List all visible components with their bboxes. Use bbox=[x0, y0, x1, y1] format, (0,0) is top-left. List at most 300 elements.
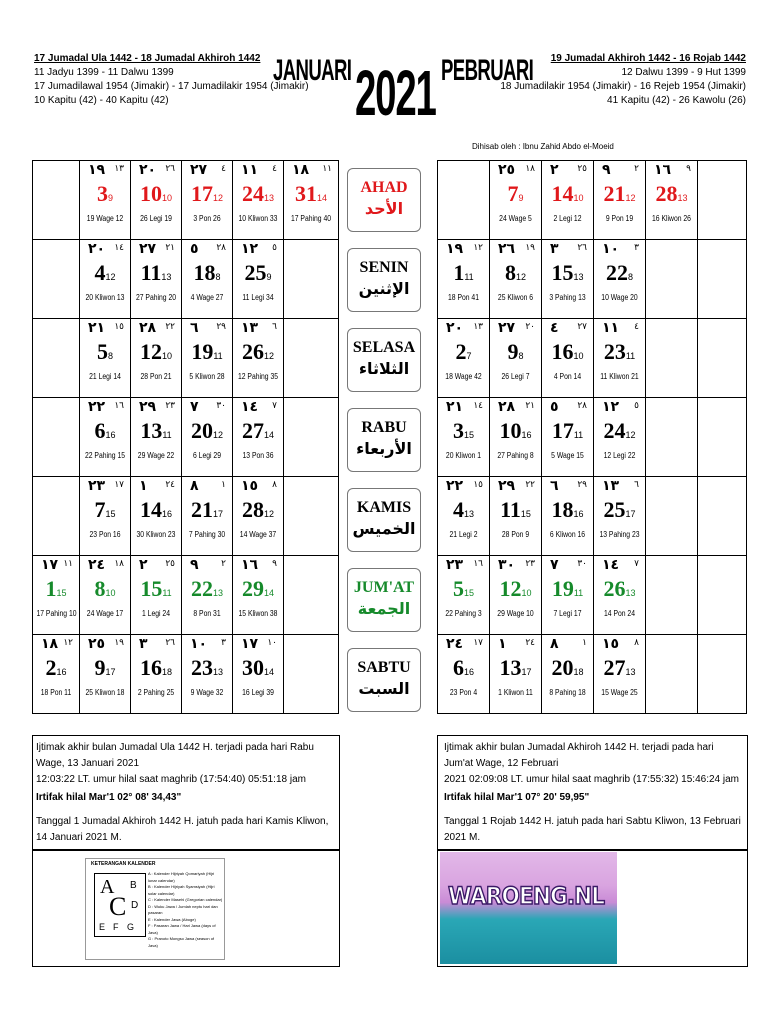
empty-cell bbox=[646, 477, 698, 556]
empty-cell bbox=[698, 398, 747, 477]
date-cell bbox=[594, 240, 646, 319]
hijri-day: ٤ bbox=[550, 320, 559, 336]
day-name-latin: KAMIS bbox=[356, 499, 412, 516]
hijri-solar-day: ١٥ bbox=[114, 322, 124, 332]
hijri-day: ٦ bbox=[550, 478, 559, 494]
hijri-solar-day: ١٧ bbox=[473, 638, 483, 648]
gregorian-day: 22 bbox=[605, 260, 628, 285]
mongso-range-right: 41 Kapitu (42) - 26 Kawolu (26) bbox=[607, 95, 746, 106]
gregorian-day: 12 bbox=[499, 576, 522, 601]
credit: Dihisab oleh : Ibnu Zahid Abdo el-Moeid bbox=[472, 142, 614, 151]
day-name-arabic: الأربعاء bbox=[356, 439, 412, 458]
pasaran-mongso: 24 Wage 17 bbox=[86, 609, 124, 618]
wuku-neptu: 13 bbox=[625, 667, 636, 677]
gregorian-day: 13 bbox=[499, 655, 522, 680]
hijri-day: ١ bbox=[498, 636, 507, 652]
year-title: 2021 bbox=[355, 57, 436, 129]
note-right-line3: Irtifak hilal Mar'1 07° 20' 59,95" bbox=[444, 792, 590, 803]
wuku-neptu: 12 bbox=[515, 272, 526, 282]
hijri-solar-day: ٢٧ bbox=[577, 322, 587, 332]
wuku-neptu: 14 bbox=[316, 193, 327, 203]
date-cell bbox=[542, 240, 594, 319]
hijri-solar-day: ٢١ bbox=[525, 401, 535, 411]
hijri-day: ٢ bbox=[139, 557, 148, 573]
gregorian-day: 10 bbox=[139, 181, 162, 206]
wuku-neptu: 12 bbox=[105, 272, 116, 282]
legend-item: A : Kalender Hijriyah Qomariyah (Hijri lunar calendar) bbox=[148, 871, 215, 883]
pasaran-mongso: 29 Wage 22 bbox=[137, 451, 175, 460]
date-cell bbox=[131, 398, 182, 477]
pasaran-mongso: 14 Wage 37 bbox=[239, 530, 277, 539]
hijri-day: ١٦ bbox=[241, 557, 259, 573]
wuku-neptu: 16 bbox=[161, 509, 172, 519]
hijri-solar-day: ٢٦ bbox=[577, 243, 587, 253]
month-title-right: PEBRUARI bbox=[441, 54, 534, 87]
hijri-solar-day: ٢٥ bbox=[165, 559, 175, 569]
hijri-solar-day: ٢٨ bbox=[577, 401, 587, 411]
empty-cell bbox=[33, 319, 80, 398]
hijri-day: ٣ bbox=[139, 636, 148, 652]
wuku-neptu: 18 bbox=[161, 667, 172, 677]
hijri-solar-day: ٢٤ bbox=[165, 480, 175, 490]
hijri-solar-day: ٢٦ bbox=[165, 638, 175, 648]
wuku-neptu: 10 bbox=[105, 588, 116, 598]
gregorian-day: 16 bbox=[551, 339, 574, 364]
hijri-solar-day: ٧ bbox=[634, 559, 639, 569]
date-cell bbox=[594, 398, 646, 477]
wuku-neptu: 16 bbox=[463, 667, 474, 677]
date-cell bbox=[80, 319, 131, 398]
date-cell bbox=[182, 635, 233, 714]
hijri-day: ١٦ bbox=[654, 162, 672, 178]
date-cell bbox=[438, 240, 490, 319]
wuku-neptu: 14 bbox=[263, 588, 274, 598]
date-cell bbox=[80, 635, 131, 714]
week-row bbox=[33, 240, 339, 319]
wuku-neptu: 13 bbox=[212, 588, 223, 598]
hijri-range-left: 17 Jumadal Ula 1442 - 18 Jumadal Akhiroh 1442 bbox=[34, 53, 261, 64]
day-name-arabic: السبت bbox=[358, 679, 410, 698]
day-name-box bbox=[347, 168, 421, 232]
week-row bbox=[438, 556, 747, 635]
wuku-neptu: 8 bbox=[215, 272, 221, 282]
hijri-solar-range-right: 12 Dalwu 1399 - 9 Hut 1399 bbox=[621, 67, 746, 78]
wuku-neptu: 10 bbox=[573, 193, 584, 203]
legend-item: D : Wuku Jawa / Jumlah neptu hari dan pasaran bbox=[148, 903, 218, 915]
gregorian-day: 9 bbox=[507, 339, 519, 364]
wuku-neptu: 9 bbox=[107, 193, 113, 203]
wuku-neptu: 11 bbox=[464, 272, 474, 282]
pasaran-mongso: 21 Legi 14 bbox=[89, 372, 121, 381]
wuku-neptu: 17 bbox=[625, 509, 636, 519]
january-grid bbox=[32, 160, 339, 714]
wuku-neptu: 13 bbox=[212, 667, 223, 677]
empty-cell bbox=[698, 319, 747, 398]
pasaran-mongso: 15 Wage 25 bbox=[601, 688, 638, 697]
hijri-solar-day: ١٦ bbox=[114, 401, 124, 411]
javanese-range-right: 18 Jumadilakir 1954 (Jimakir) - 16 Rejeb 1954 (Jimakir) bbox=[500, 81, 746, 92]
hijri-day: ٢٩ bbox=[498, 478, 516, 494]
date-cell bbox=[33, 556, 80, 635]
date-cell bbox=[284, 161, 339, 240]
header-right bbox=[500, 52, 746, 108]
hijri-solar-day: ١٦ bbox=[473, 559, 483, 569]
logo-box bbox=[437, 849, 748, 967]
pasaran-mongso: 10 Kliwon 33 bbox=[238, 214, 278, 223]
hijri-day: ٢ bbox=[550, 162, 559, 178]
hijri-day: ١٥ bbox=[241, 478, 259, 494]
hijri-solar-range-left: 11 Jadyu 1399 - 11 Dalwu 1399 bbox=[34, 67, 174, 78]
hijri-day: ٢٧ bbox=[190, 162, 208, 178]
hijri-day: ٢٢ bbox=[88, 399, 106, 415]
day-name-box bbox=[347, 488, 421, 552]
day-name-arabic: الثلاثاء bbox=[358, 359, 410, 378]
wuku-neptu: 11 bbox=[162, 588, 172, 598]
date-cell bbox=[80, 240, 131, 319]
wuku-neptu: 13 bbox=[161, 272, 172, 282]
gregorian-day: 12 bbox=[139, 339, 162, 364]
gregorian-day: 8 bbox=[504, 260, 516, 285]
wuku-neptu: 7 bbox=[466, 351, 472, 361]
empty-cell bbox=[33, 477, 80, 556]
legend-E: E bbox=[99, 922, 106, 932]
gregorian-day: 19 bbox=[551, 576, 574, 601]
hijri-day: ١٧ bbox=[41, 557, 59, 573]
pasaran-mongso: 5 Wage 15 bbox=[551, 451, 584, 460]
hijri-solar-day: ١٤ bbox=[473, 401, 483, 411]
hijri-solar-day: ١٣ bbox=[473, 322, 483, 332]
pasaran-mongso: 25 Kliwon 18 bbox=[85, 688, 125, 697]
wuku-neptu: 11 bbox=[625, 351, 636, 361]
pasaran-mongso: 6 Kliwon 16 bbox=[549, 530, 586, 539]
date-cell bbox=[542, 477, 594, 556]
legend-D: D bbox=[131, 900, 139, 911]
hijri-day: ٢٤ bbox=[446, 636, 464, 652]
pasaran-mongso: 17 Pahing 40 bbox=[290, 214, 332, 223]
legend-A: A bbox=[100, 876, 115, 898]
gregorian-day: 28 bbox=[241, 497, 264, 522]
hijri-day: ١٢ bbox=[602, 399, 620, 415]
date-cell bbox=[490, 635, 542, 714]
hijri-day: ٢٥ bbox=[88, 636, 106, 652]
date-cell bbox=[233, 556, 284, 635]
hijri-solar-day: ١١ bbox=[63, 559, 73, 569]
header-left bbox=[34, 52, 309, 108]
hijri-day: ١٤ bbox=[241, 399, 259, 415]
pasaran-mongso: 14 Pon 24 bbox=[603, 609, 635, 618]
week-row bbox=[438, 240, 747, 319]
wuku-neptu: 11 bbox=[573, 430, 584, 440]
day-name-latin: JUM'AT bbox=[353, 579, 415, 596]
empty-cell bbox=[698, 556, 747, 635]
gregorian-day: 6 bbox=[94, 418, 106, 443]
note-box-right bbox=[437, 735, 748, 851]
hijri-solar-day: ٢٩ bbox=[216, 322, 226, 332]
date-cell bbox=[80, 556, 131, 635]
hijri-day: ٦ bbox=[190, 320, 199, 336]
date-cell bbox=[438, 635, 490, 714]
date-cell bbox=[542, 635, 594, 714]
hijri-solar-day: ١٩ bbox=[525, 243, 535, 253]
wuku-neptu: 8 bbox=[627, 272, 633, 282]
date-cell bbox=[490, 556, 542, 635]
hijri-day: ١٨ bbox=[41, 636, 59, 652]
hijri-day: ٢٣ bbox=[446, 557, 464, 573]
gregorian-day: 22 bbox=[190, 576, 213, 601]
wuku-neptu: 16 bbox=[573, 509, 584, 519]
empty-cell bbox=[646, 319, 698, 398]
hijri-solar-day: ٤ bbox=[634, 322, 639, 332]
hijri-day: ١٨ bbox=[292, 162, 310, 178]
wuku-neptu: 13 bbox=[263, 193, 274, 203]
hijri-day: ٢٤ bbox=[88, 557, 106, 573]
gregorian-day: 26 bbox=[241, 339, 264, 364]
note-left-line1: Ijtimak akhir bulan Jumadal Ula 1442 H. terjadi pada hari Rabu Wage, 13 Januari 2021 bbox=[36, 742, 314, 769]
hijri-solar-day: ٢٥ bbox=[577, 164, 587, 174]
hijri-day: ١١ bbox=[241, 162, 259, 178]
hijri-day: ٢٠ bbox=[139, 162, 157, 178]
hijri-solar-day: ٦ bbox=[272, 322, 277, 332]
date-cell bbox=[182, 477, 233, 556]
gregorian-day: 4 bbox=[452, 497, 464, 522]
hijri-day: ٢٨ bbox=[139, 320, 157, 336]
hijri-day: ٢٦ bbox=[498, 241, 516, 257]
hijri-solar-day: ٢٣ bbox=[525, 559, 535, 569]
wuku-neptu: 15 bbox=[463, 430, 474, 440]
pasaran-mongso: 2 Legi 12 bbox=[553, 214, 582, 223]
hijri-day: ٢٠ bbox=[446, 320, 464, 336]
hijri-day: ١٣ bbox=[602, 478, 620, 494]
wuku-neptu: 11 bbox=[162, 430, 172, 440]
hijri-solar-day: ٣٠ bbox=[216, 401, 226, 411]
hijri-solar-day: ٢٢ bbox=[165, 322, 175, 332]
hijri-day: ٢٧ bbox=[139, 241, 157, 257]
february-grid bbox=[437, 160, 747, 714]
gregorian-day: 18 bbox=[193, 260, 216, 285]
date-cell bbox=[182, 398, 233, 477]
gregorian-day: 24 bbox=[241, 181, 264, 206]
hijri-day: ٢٨ bbox=[498, 399, 516, 415]
week-row bbox=[438, 477, 747, 556]
wuku-neptu: 14 bbox=[263, 430, 274, 440]
date-cell bbox=[594, 556, 646, 635]
pasaran-mongso: 16 Legi 39 bbox=[242, 688, 274, 697]
hijri-solar-day: ٣ bbox=[634, 243, 639, 253]
day-name-box bbox=[347, 568, 421, 632]
pasaran-mongso: 12 Pahing 35 bbox=[237, 372, 279, 381]
gregorian-day: 14 bbox=[551, 181, 574, 206]
hijri-solar-day: ٣ bbox=[221, 638, 226, 648]
pasaran-mongso: 1 Kliwon 11 bbox=[498, 688, 533, 697]
gregorian-day: 11 bbox=[140, 260, 162, 285]
week-row bbox=[33, 635, 339, 714]
gregorian-day: 20 bbox=[190, 418, 213, 443]
hijri-solar-day: ١٢ bbox=[473, 243, 483, 253]
date-cell bbox=[438, 398, 490, 477]
empty-cell bbox=[284, 556, 339, 635]
hijri-solar-day: ١٨ bbox=[114, 559, 124, 569]
empty-cell bbox=[698, 240, 747, 319]
empty-cell bbox=[646, 635, 698, 714]
hijri-range-right: 19 Jumadal Akhiroh 1442 - 16 Rojab 1442 bbox=[550, 53, 746, 64]
pasaran-mongso: 13 Pahing 23 bbox=[599, 530, 640, 539]
gregorian-day: 23 bbox=[190, 655, 213, 680]
pasaran-mongso: 28 Pon 9 bbox=[501, 530, 530, 539]
empty-cell bbox=[698, 635, 747, 714]
wuku-neptu: 17 bbox=[212, 509, 223, 519]
gregorian-day: 15 bbox=[140, 576, 163, 601]
legend-item: B : Kalender Hijriyah Syamsiyah (Hijri solar calendar) bbox=[148, 884, 215, 896]
mongso-range-left: 10 Kapitu (42) - 40 Kapitu (42) bbox=[34, 95, 169, 106]
legend-items bbox=[148, 871, 224, 949]
hijri-day: ٢٩ bbox=[139, 399, 157, 415]
empty-cell bbox=[33, 240, 80, 319]
hijri-day: ٢٧ bbox=[498, 320, 516, 336]
hijri-day: ٨ bbox=[550, 636, 559, 652]
hijri-solar-day: ٢١ bbox=[165, 243, 175, 253]
hijri-solar-day: ٣٠ bbox=[577, 559, 587, 569]
week-row bbox=[33, 398, 339, 477]
date-cell bbox=[182, 240, 233, 319]
note-right-line1: Ijtimak akhir bulan Jumadal Akhiroh 1442 H. terjadi pada hari Jum'at Wage, 12 Februari bbox=[444, 742, 714, 769]
wuku-neptu: 13 bbox=[677, 193, 688, 203]
hijri-solar-day: ١٤ bbox=[114, 243, 124, 253]
hijri-day: ٧ bbox=[190, 399, 199, 415]
hijri-solar-day: ١ bbox=[221, 480, 226, 490]
gregorian-day: 29 bbox=[241, 576, 264, 601]
pasaran-mongso: 23 Pon 16 bbox=[89, 530, 121, 539]
date-cell bbox=[490, 240, 542, 319]
hijri-day: ١ bbox=[139, 478, 148, 494]
hijri-day: ٥ bbox=[190, 241, 199, 257]
gregorian-day: 15 bbox=[551, 260, 574, 285]
day-name-arabic: الخميس bbox=[352, 519, 416, 538]
week-row bbox=[33, 556, 339, 635]
date-cell bbox=[233, 398, 284, 477]
hijri-day: ١٢ bbox=[241, 241, 259, 257]
week-row bbox=[33, 319, 339, 398]
hijri-solar-day: ٢٤ bbox=[525, 638, 535, 648]
pasaran-mongso: 7 Pahing 30 bbox=[188, 530, 226, 539]
date-cell bbox=[490, 161, 542, 240]
hijri-day: ١٥ bbox=[602, 636, 620, 652]
gregorian-day: 27 bbox=[241, 418, 264, 443]
pasaran-mongso: 4 Pon 14 bbox=[553, 372, 582, 381]
hijri-solar-day: ١١ bbox=[322, 164, 332, 174]
hijri-day: ٢٥ bbox=[498, 162, 516, 178]
date-cell bbox=[182, 319, 233, 398]
hijri-day: ٩ bbox=[602, 162, 611, 178]
wuku-neptu: 17 bbox=[105, 667, 116, 677]
date-cell bbox=[131, 477, 182, 556]
gregorian-day: 1 bbox=[45, 576, 57, 601]
wuku-neptu: 9 bbox=[266, 272, 272, 282]
wuku-neptu: 12 bbox=[212, 193, 223, 203]
gregorian-day: 17 bbox=[551, 418, 574, 443]
empty-cell bbox=[284, 398, 339, 477]
week-row bbox=[33, 161, 339, 240]
wuku-neptu: 12 bbox=[212, 430, 223, 440]
week-row bbox=[33, 477, 339, 556]
date-cell bbox=[33, 635, 80, 714]
empty-cell bbox=[646, 240, 698, 319]
gregorian-day: 5 bbox=[96, 339, 108, 364]
gregorian-day: 27 bbox=[603, 655, 626, 680]
hijri-solar-day: ١٧ bbox=[114, 480, 124, 490]
hijri-solar-day: ٩ bbox=[686, 164, 691, 174]
wuku-neptu: 16 bbox=[521, 430, 532, 440]
wuku-neptu: 16 bbox=[105, 430, 116, 440]
pasaran-mongso: 23 Pon 4 bbox=[449, 688, 478, 697]
hijri-solar-day: ٥ bbox=[272, 243, 277, 253]
hijri-solar-day: ٢٨ bbox=[216, 243, 226, 253]
pasaran-mongso: 3 Pon 26 bbox=[193, 214, 221, 223]
hijri-solar-day: ٨ bbox=[272, 480, 277, 490]
hijri-solar-day: ٢ bbox=[634, 164, 639, 174]
date-cell bbox=[182, 556, 233, 635]
gregorian-day: 23 bbox=[603, 339, 626, 364]
note-box-left bbox=[32, 735, 340, 851]
gregorian-day: 28 bbox=[655, 181, 678, 206]
wuku-neptu: 15 bbox=[520, 509, 531, 519]
empty-cell bbox=[646, 556, 698, 635]
hijri-solar-day: ٤ bbox=[221, 164, 226, 174]
wuku-neptu: 10 bbox=[161, 193, 172, 203]
note-right-line2: 2021 02:09:08 LT. umur hilal saat maghrib (17:55:32) 15:46:24 jam bbox=[444, 774, 739, 785]
date-cell bbox=[233, 240, 284, 319]
pasaran-mongso: 13 Pon 36 bbox=[242, 451, 274, 460]
pasaran-mongso: 11 Kliwon 21 bbox=[600, 372, 639, 381]
wuku-neptu: 10 bbox=[161, 351, 172, 361]
date-cell bbox=[80, 398, 131, 477]
gregorian-day: 18 bbox=[551, 497, 574, 522]
hijri-day: ١٠ bbox=[190, 636, 208, 652]
gregorian-day: 11 bbox=[500, 497, 521, 522]
hijri-day: ١٣ bbox=[241, 320, 259, 336]
pasaran-mongso: 21 Legi 2 bbox=[449, 530, 478, 539]
pasaran-mongso: 9 Pon 19 bbox=[605, 214, 634, 223]
day-name-box bbox=[347, 648, 421, 712]
gregorian-day: 10 bbox=[499, 418, 522, 443]
hijri-solar-day: ٢٠ bbox=[525, 322, 535, 332]
pasaran-mongso: 9 Wage 32 bbox=[190, 688, 224, 697]
pasaran-mongso: 8 Pon 31 bbox=[193, 609, 221, 618]
hijri-day: ١٤ bbox=[602, 557, 620, 573]
wuku-neptu: 10 bbox=[521, 588, 532, 598]
date-cell bbox=[131, 556, 182, 635]
hijri-solar-day: ١٣ bbox=[114, 164, 124, 174]
pasaran-mongso: 18 Pon 41 bbox=[447, 293, 479, 302]
gregorian-day: 7 bbox=[507, 181, 519, 206]
hijri-day: ٩ bbox=[190, 557, 199, 573]
legend-item: E : Kalender Jawa (Aboge) bbox=[148, 916, 196, 922]
pasaran-mongso: 7 Legi 17 bbox=[553, 609, 582, 618]
hijri-day: ٣ bbox=[550, 241, 559, 257]
gregorian-day: 3 bbox=[452, 418, 464, 443]
hijri-day: ٥ bbox=[550, 399, 559, 415]
day-name-latin: RABU bbox=[361, 419, 407, 436]
gregorian-day: 14 bbox=[139, 497, 162, 522]
legend-panel bbox=[85, 858, 225, 960]
gregorian-day: 31 bbox=[294, 181, 317, 206]
day-name-latin: SENIN bbox=[359, 259, 409, 276]
gregorian-day: 21 bbox=[603, 181, 626, 206]
wuku-neptu: 8 bbox=[107, 351, 113, 361]
pasaran-mongso: 27 Pahing 8 bbox=[497, 451, 534, 460]
date-cell bbox=[80, 477, 131, 556]
pasaran-mongso: 24 Wage 5 bbox=[499, 214, 532, 223]
wuku-neptu: 13 bbox=[625, 588, 636, 598]
